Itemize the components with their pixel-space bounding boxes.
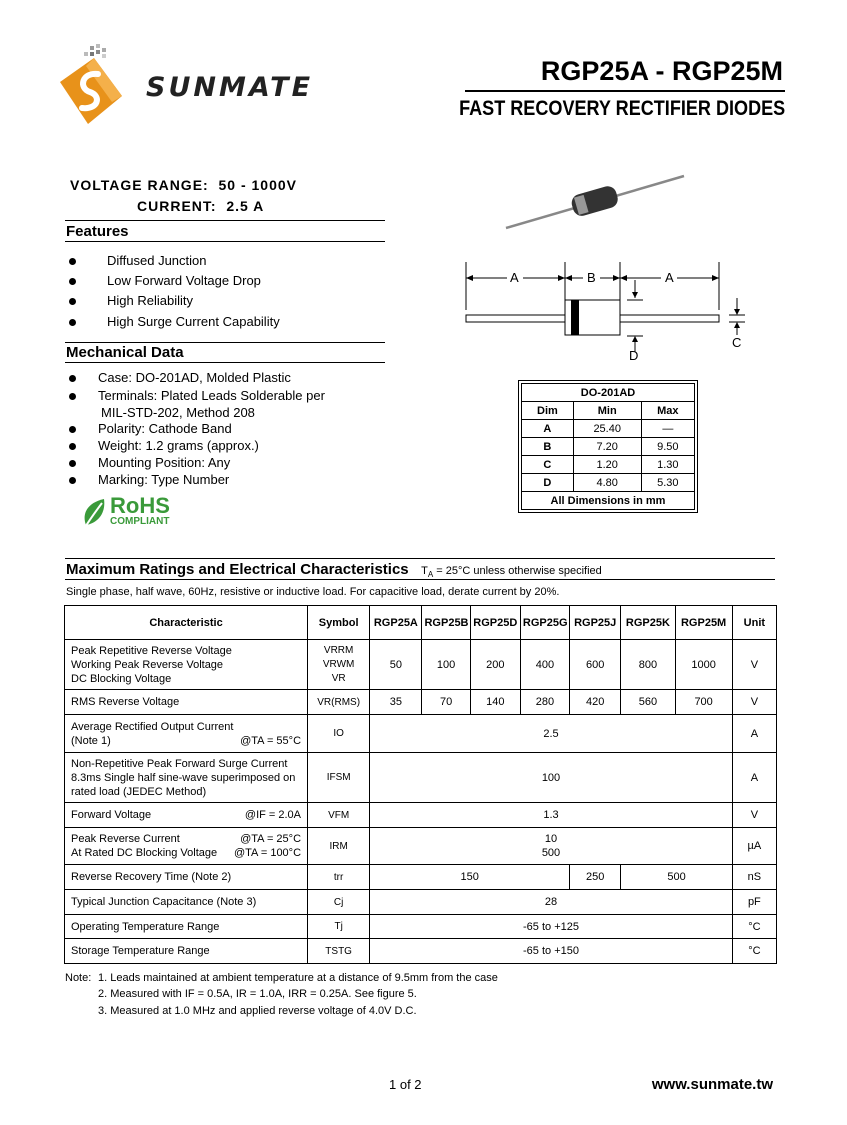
char-cell: Typical Junction Capacitance (Note 3) [65, 890, 308, 915]
table-row [65, 640, 777, 690]
ratings-heading-line [66, 561, 602, 579]
features-heading: Features [66, 223, 129, 240]
value-cell: -65 to +150 [370, 939, 732, 964]
value-cell: 100 [422, 640, 470, 690]
table-row [65, 828, 777, 865]
dim-cell: 5.30 [641, 474, 694, 492]
rohs-title: RoHS [110, 493, 170, 518]
mechanical-list [98, 370, 325, 405]
value-cell: 400 [520, 640, 569, 690]
brand-name: SUNMATE [146, 72, 314, 103]
value-cell: 500 [621, 865, 732, 890]
dim-label-a-right: A [665, 270, 674, 285]
col-header: Symbol [308, 606, 370, 640]
dim-col-header: Min [573, 402, 641, 420]
dim-cell: 1.20 [573, 456, 641, 474]
symbol-cell: Tj [308, 915, 370, 939]
dim-row [522, 438, 695, 456]
symbol-cell: TSTG [308, 939, 370, 964]
value-cell: 420 [570, 690, 621, 715]
char-cell: Non-Repetitive Peak Forward Surge Current 8.3ms Single half sine-wave superimposed on rated load (JEDEC Method) [65, 753, 308, 803]
unit-cell: pF [732, 890, 776, 915]
value-cell: 35 [370, 690, 422, 715]
table-row [65, 753, 777, 803]
logo-mark-icon [56, 44, 146, 130]
table-row [65, 803, 777, 828]
dim-cell: 7.20 [573, 438, 641, 456]
char-cell: Reverse Recovery Time (Note 2) [65, 865, 308, 890]
mechanical-item: Polarity: Cathode Band [98, 421, 259, 438]
features-bottom-rule [65, 241, 385, 242]
ratings-table [64, 605, 777, 964]
table-header-row [65, 606, 777, 640]
dim-cell: 4.80 [573, 474, 641, 492]
value-cell: 250 [570, 865, 621, 890]
dim-row [522, 420, 695, 438]
symbol-cell: VFM [308, 803, 370, 828]
feature-item: Diffused Junction [107, 253, 280, 273]
title-rule [465, 90, 785, 92]
table-row [65, 890, 777, 915]
mechanical-item: Terminals: Plated Leads Solderable per [98, 388, 325, 403]
char-cell: Storage Temperature Range [65, 939, 308, 964]
table-row [65, 939, 777, 964]
dimension-table [518, 380, 698, 513]
mechanical-terminal-continued: MIL-STD-202, Method 208 [101, 405, 255, 420]
page-number: 1 of 2 [389, 1077, 422, 1092]
symbol-cell: VRRM VRWM VR [308, 640, 370, 690]
unit-cell: V [732, 690, 776, 715]
value-cell: 50 [370, 640, 422, 690]
mechanical-top-rule [65, 342, 385, 343]
dim-cell: 9.50 [641, 438, 694, 456]
value-cell: 700 [675, 690, 732, 715]
unit-cell: V [732, 640, 776, 690]
website-link[interactable]: www.sunmate.tw [651, 1076, 773, 1093]
dim-table-footer: All Dimensions in mm [522, 492, 695, 510]
mechanical-bottom-rule [65, 362, 385, 363]
feature-item: High Surge Current Capability [107, 314, 280, 334]
diode-photo [500, 168, 700, 238]
dim-cell: — [641, 420, 694, 438]
voltage-range: VOLTAGE RANGE: 50 - 1000V [70, 177, 297, 193]
unit-cell: A [732, 715, 776, 753]
value-cell: 1000 [675, 640, 732, 690]
value-cell: 280 [520, 690, 569, 715]
mechanical-item: Mounting Position: Any [98, 455, 259, 472]
dim-label-a-left: A [510, 270, 519, 285]
char-cell: Operating Temperature Range [65, 915, 308, 939]
value-cell: 600 [570, 640, 621, 690]
symbol-cell: IO [308, 715, 370, 753]
dim-cell: 1.30 [641, 456, 694, 474]
load-condition-note: Single phase, half wave, 60Hz, resistive or inductive load. For capacitive load, derate current by 20%. [66, 586, 560, 598]
unit-cell: V [732, 803, 776, 828]
col-header: RGP25M [675, 606, 732, 640]
ratings-heading: Maximum Ratings and Electrical Characteristics [66, 561, 409, 578]
dim-row [522, 456, 695, 474]
ratings-top-rule [65, 558, 775, 559]
value-cell: 10 500 [370, 828, 732, 865]
value-cell: 70 [422, 690, 470, 715]
dim-row [522, 474, 695, 492]
char-cell: Peak Reverse Current @TA = 25°C At Rated DC Blocking Voltage @TA = 100°C [65, 828, 308, 865]
col-header: RGP25D [470, 606, 520, 640]
symbol-cell: IFSM [308, 753, 370, 803]
features-top-rule [65, 220, 385, 221]
dim-table-title: DO-201AD [522, 384, 695, 402]
col-header: RGP25A [370, 606, 422, 640]
note-item: 2. Measured with IF = 0.5A, IR = 1.0A, IRR = 0.25A. See figure 5. [98, 988, 417, 1000]
value-cell: 1.3 [370, 803, 732, 828]
value-cell: 2.5 [370, 715, 732, 753]
col-header: RGP25J [570, 606, 621, 640]
unit-cell: °C [732, 939, 776, 964]
dim-cell: A [522, 420, 574, 438]
symbol-cell: VR(RMS) [308, 690, 370, 715]
table-row [65, 915, 777, 939]
table-row [65, 690, 777, 715]
symbol-cell: IRM [308, 828, 370, 865]
rohs-badge [80, 495, 190, 531]
col-header: RGP25K [621, 606, 675, 640]
dim-cell: B [522, 438, 574, 456]
dimension-drawing [455, 260, 755, 365]
mechanical-item: Case: DO-201AD, Molded Plastic [98, 370, 325, 388]
ratings-condition: $T_A = 25^\circ C$ unless otherwise specified [421, 565, 602, 580]
mechanical-item: Weight: 1.2 grams (approx.) [98, 438, 259, 453]
unit-cell: nS [732, 865, 776, 890]
value-cell: 150 [370, 865, 570, 890]
part-number-title: RGP25A - RGP25M [540, 56, 783, 86]
dim-cell: C [522, 456, 574, 474]
value-cell: 100 [370, 753, 732, 803]
feature-item: Low Forward Voltage Drop [107, 273, 280, 293]
ratings-bottom-rule [65, 579, 775, 580]
unit-cell: µA [732, 828, 776, 865]
rohs-leaf-icon [80, 497, 108, 531]
mechanical-item: Marking: Type Number [98, 472, 259, 489]
col-header: RGP25B [422, 606, 470, 640]
value-cell: 800 [621, 640, 675, 690]
table-row [65, 865, 777, 890]
table-row [65, 715, 777, 753]
mechanical-list-2 [98, 421, 259, 489]
value-cell: -65 to +125 [370, 915, 732, 939]
features-list [107, 253, 280, 334]
note-item: 3. Measured at 1.0 MHz and applied reverse voltage of 4.0V D.C. [98, 1005, 417, 1017]
col-header: Unit [732, 606, 776, 640]
char-cell: RMS Reverse Voltage [65, 690, 308, 715]
notes-label: Note: [65, 972, 92, 984]
dim-label-b: B [587, 270, 596, 285]
current-rating: CURRENT: 2.5 A [137, 198, 265, 214]
value-cell: 560 [621, 690, 675, 715]
dim-label-c: C [732, 335, 742, 350]
note-item: 1. Leads maintained at ambient temperature at a distance of 9.5mm from the case [98, 972, 498, 984]
char-cell: Average Rectified Output Current (Note 1) @TA = 55°C [65, 715, 308, 753]
unit-cell: A [732, 753, 776, 803]
brand-logo [56, 44, 318, 130]
mechanical-heading: Mechanical Data [66, 344, 184, 361]
value-cell: 140 [470, 690, 520, 715]
dim-cell: D [522, 474, 574, 492]
feature-item: High Reliability [107, 293, 280, 314]
symbol-cell: trr [308, 865, 370, 890]
col-header: RGP25G [520, 606, 569, 640]
rohs-subtitle: COMPLIANT [110, 516, 170, 527]
dim-col-header: Max [641, 402, 694, 420]
char-cell: Peak Repetitive Reverse Voltage Working Peak Reverse Voltage DC Blocking Voltage [65, 640, 308, 690]
col-header: Characteristic [65, 606, 308, 640]
char-cell: Forward Voltage @IF = 2.0A [65, 803, 308, 828]
dim-col-header: Dim [522, 402, 574, 420]
dim-label-d: D [629, 348, 639, 363]
product-subtitle: FAST RECOVERY RECTIFIER DIODES [458, 97, 785, 120]
value-cell: 200 [470, 640, 520, 690]
symbol-cell: Cj [308, 890, 370, 915]
value-cell: 28 [370, 890, 732, 915]
unit-cell: °C [732, 915, 776, 939]
dim-cell: 25.40 [573, 420, 641, 438]
